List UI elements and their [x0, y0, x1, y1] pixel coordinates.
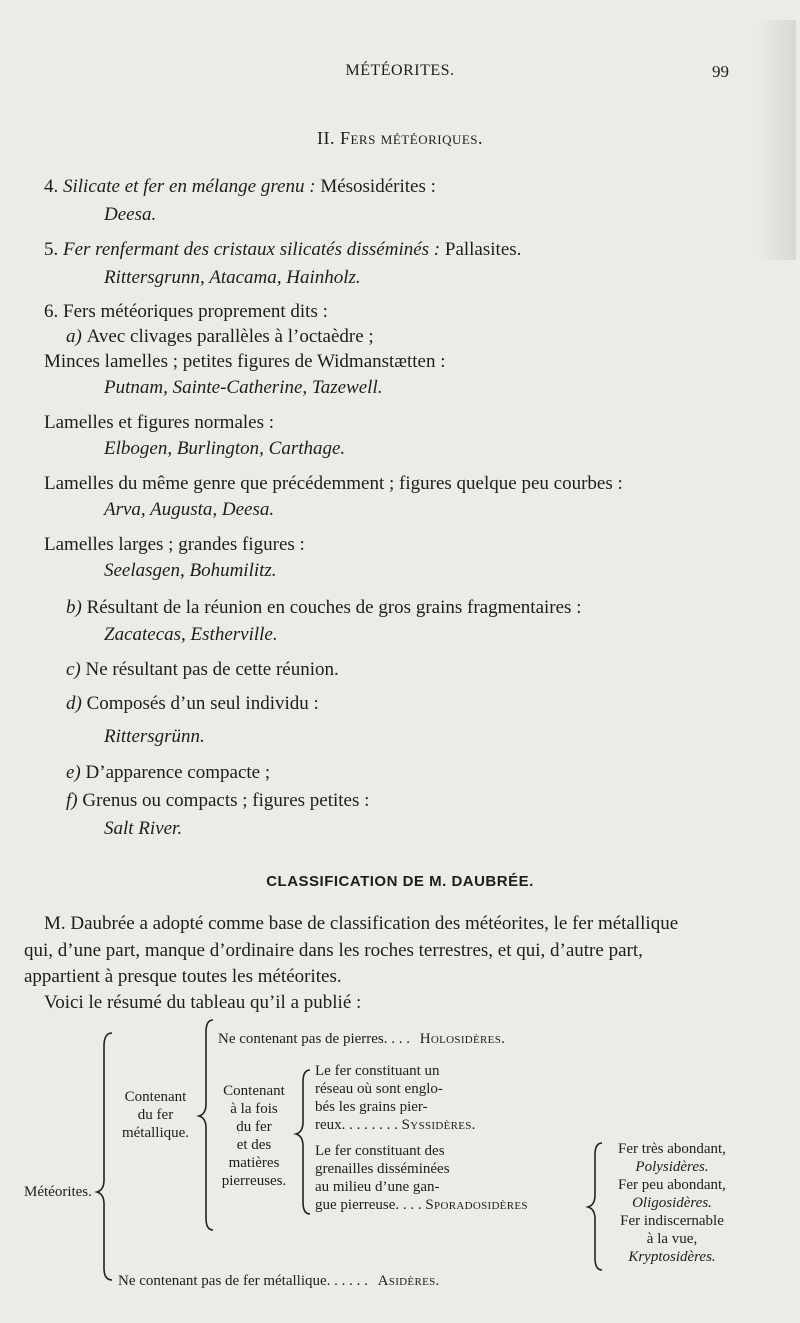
no-stone-text: Ne contenant pas de pierres. . . . Holosidères. — [218, 1031, 506, 1047]
paragraph-line-4: Voici le résumé du tableau qu’il a publié : — [44, 992, 362, 1013]
class-syssideres: Syssidères. — [401, 1117, 476, 1133]
subclass-poly-desc: Fer très abondant, — [618, 1141, 726, 1157]
entry-6a: a) Avec clivages parallèles à l’octaèdre ; — [66, 326, 374, 347]
root-meteorites: Météorites. — [24, 1184, 92, 1200]
wide-lamellae-examples: Seelasgen, Bohumilitz. — [104, 560, 277, 581]
normal-lamellae-examples: Elbogen, Burlington, Carthage. — [104, 438, 346, 459]
entry-4: 4. Silicate et fer en mélange grenu : Mésosidérites : — [44, 176, 436, 197]
wide-lamellae: Lamelles larges ; grandes figures : — [44, 534, 305, 555]
entry-4-examples: Deesa. — [104, 204, 157, 225]
entry-5: 5. Fer renfermant des cristaux silicatés disséminés : Pallasites. — [44, 239, 522, 260]
curved-figures: Lamelles du même genre que précédemment ; figures quelque peu courbes : — [44, 473, 623, 494]
thin-lamellae-examples: Putnam, Sainte-Catherine, Tazewell. — [104, 377, 383, 398]
entry-6: 6. Fers météoriques proprement dits : — [44, 301, 328, 322]
brace-subclasses — [588, 1143, 602, 1270]
subclass-oligosideres: Oligosidères. — [632, 1195, 712, 1211]
class-sporadosideres: Sporadosidères — [425, 1197, 528, 1213]
entry-6f-examples: Salt River. — [104, 818, 183, 839]
class-asideres: Asidères. — [377, 1273, 440, 1289]
subclasses — [604, 1140, 740, 1266]
section-title: II. Fers météoriques. — [316, 128, 484, 148]
subclass-oligo-desc: Fer peu abondant, — [618, 1177, 726, 1193]
with-iron-label: Contenant du fer métallique. — [121, 1089, 190, 1141]
normal-lamellae: Lamelles et figures normales : — [44, 412, 275, 433]
entry-6d: d) Composés d’un seul individu : — [66, 693, 319, 714]
brace-meteorites — [97, 1033, 112, 1280]
entry-6c: c) Ne résultant pas de cette réunion. — [66, 659, 339, 680]
entry-6d-examples: Rittersgrünn. — [104, 726, 205, 747]
no-iron-text: Ne contenant pas de fer métallique. . . . . . Asidères. — [118, 1273, 440, 1289]
paragraph-line-2: qui, d’une part, manque d’ordinaire dans les roches terrestres, et qui, d’autre part, — [24, 940, 643, 961]
paragraph-line-3: appartient à presque toutes les météorites. — [24, 966, 342, 987]
grains-desc: Le fer constituant des grenailles disséminées au milieu d’une gan- gue pierreuse. . . . Sporadosidères — [315, 1143, 528, 1213]
page-number: 99 — [712, 62, 729, 81]
paragraph-line-1: M. Daubrée a adopté comme base de classification des météorites, le fer métallique — [44, 913, 679, 934]
subclass-krypto-desc2: à la vue, — [646, 1231, 698, 1247]
brace-with-stone — [296, 1070, 310, 1214]
classification-title: CLASSIFICATION DE M. DAUBRÉE. — [266, 873, 534, 890]
subclass-krypto-desc: Fer indiscernable — [620, 1213, 724, 1229]
class-holosideres: Holosidères. — [419, 1031, 506, 1047]
running-title: MÉTÉORITES. — [345, 62, 455, 79]
entry-6b-examples: Zacatecas, Estherville. — [104, 624, 278, 645]
entry-6e: e) D’apparence compacte ; — [66, 762, 271, 783]
with-stone-label: Contenant à la fois du fer et des matières pierreuses. — [221, 1083, 287, 1189]
subclass-kryptosideres: Kryptosidères. — [628, 1249, 716, 1265]
entry-6f: f) Grenus ou compacts ; figures petites : — [66, 790, 370, 811]
entry-6b: b) Résultant de la réunion en couches de gros grains fragmentaires : — [66, 597, 582, 618]
entry-5-examples: Rittersgrunn, Atacama, Hainholz. — [104, 267, 361, 288]
network-desc: Le fer constituant un réseau où sont englo- bés les grains pier- reux. . . . . . . . Syssidères. — [315, 1063, 476, 1133]
page-header — [0, 62, 800, 86]
subclass-polysideres: Polysidères. — [635, 1159, 709, 1175]
curved-figures-examples: Arva, Augusta, Deesa. — [104, 499, 275, 520]
thin-lamellae: Minces lamelles ; petites figures de Widmanstætten : — [44, 351, 446, 372]
